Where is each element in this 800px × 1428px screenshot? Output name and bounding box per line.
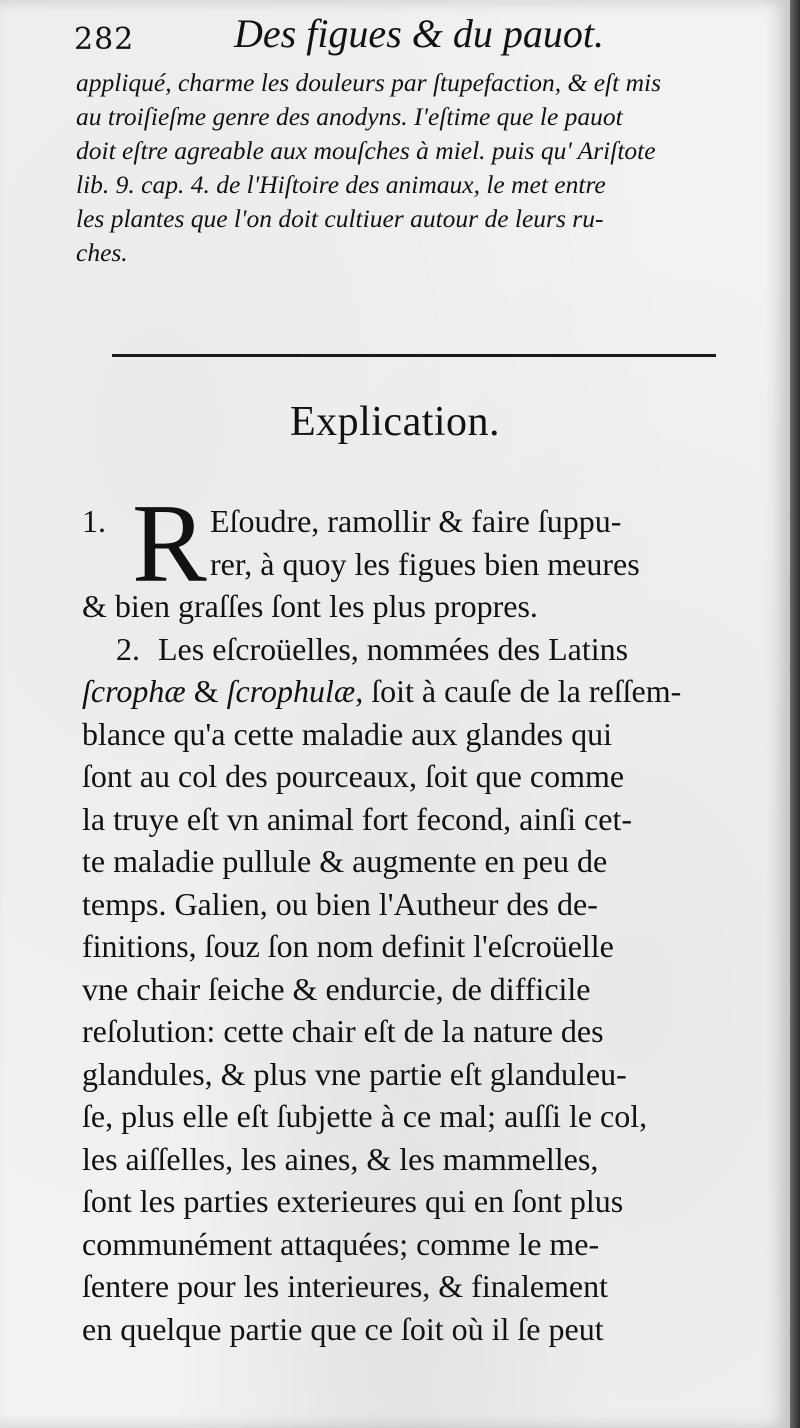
body-line: vne chair ſeiche & endurcie, de difficile xyxy=(82,970,591,1007)
note-line: doit eſtre agreable aux mouſches à miel. puis qu' Ariſtote xyxy=(76,136,656,165)
latin-term: ſcrophæ xyxy=(82,673,186,709)
body-line: les aiſſelles, les aines, & les mammelles, xyxy=(82,1140,599,1177)
line-text: rer, à quoy les figues bien meures xyxy=(210,545,640,582)
body-line: ſe, plus elle eſt ſubjette à ce mal; auſſi le col, xyxy=(82,1098,648,1134)
body-line xyxy=(82,670,742,713)
note-paragraph xyxy=(76,66,736,270)
line-text: Eſoudre, ramollir & faire ſuppu- xyxy=(210,503,622,539)
explication-body xyxy=(82,482,742,1350)
body-line: blance qu'a cette maladie aux glandes qui xyxy=(82,715,612,752)
body-line: ſont les parties exterieures qui en ſont plus xyxy=(82,1183,624,1219)
note-line: ches. xyxy=(76,238,128,267)
body-line: communément attaquées; comme le me- xyxy=(82,1225,600,1262)
body-line: ſentere pour les interieures, & finalement xyxy=(82,1268,609,1304)
body-line: ſont au col des pourceaux, ſoit que comme xyxy=(82,758,625,794)
page-number: 282 xyxy=(74,22,135,57)
body-line: reſolution: cette chair eſt de la nature des xyxy=(82,1013,604,1049)
line-text: Les eſcroüelles, nommées des Latins xyxy=(158,630,629,667)
body-line: glandules, & plus vne partie eſt glanduleu- xyxy=(82,1055,627,1092)
body-line xyxy=(82,628,742,671)
body-line: temps. Galien, ou bien l'Autheur des de- xyxy=(82,885,598,922)
running-title: Des figues & du pauot. xyxy=(234,11,604,56)
latin-term: ſcrophulæ, xyxy=(226,673,364,709)
note-line: lib. 9. cap. 4. de l'Hiſtoire des animaux, le met entre xyxy=(76,170,606,199)
item-number: 2. xyxy=(116,630,140,667)
section-heading: Explication. xyxy=(289,399,501,445)
page-spine-shadow xyxy=(790,0,800,1428)
section-divider xyxy=(112,354,716,357)
body-line: la truye eſt vn animal fort fecond, ainſi cet- xyxy=(82,800,632,837)
note-line: appliqué, charme les douleurs par ſtupefaction, & eſt mis xyxy=(76,68,662,97)
line-text: ſoit à cauſe de la reſſem- xyxy=(363,673,682,709)
note-line: les plantes que l'on doit cultiuer autour de leurs ru- xyxy=(76,204,604,233)
body-line: te maladie pullule & augmente en peu de xyxy=(82,843,608,879)
body-line: finitions, ſouz ſon nom definit l'eſcroüelle xyxy=(82,928,614,964)
body-line: en quelque partie que ce ſoit où il ſe peut xyxy=(82,1310,604,1347)
note-line: au troiſieſme genre des anodyns. I'eſtime que le pauot xyxy=(76,102,623,131)
item-number: 1. xyxy=(82,503,106,539)
body-line: & bien graſſes ſont les plus propres. xyxy=(82,588,538,624)
line-text: & xyxy=(185,673,227,709)
page-header xyxy=(74,8,714,60)
drop-cap: R xyxy=(132,482,207,606)
